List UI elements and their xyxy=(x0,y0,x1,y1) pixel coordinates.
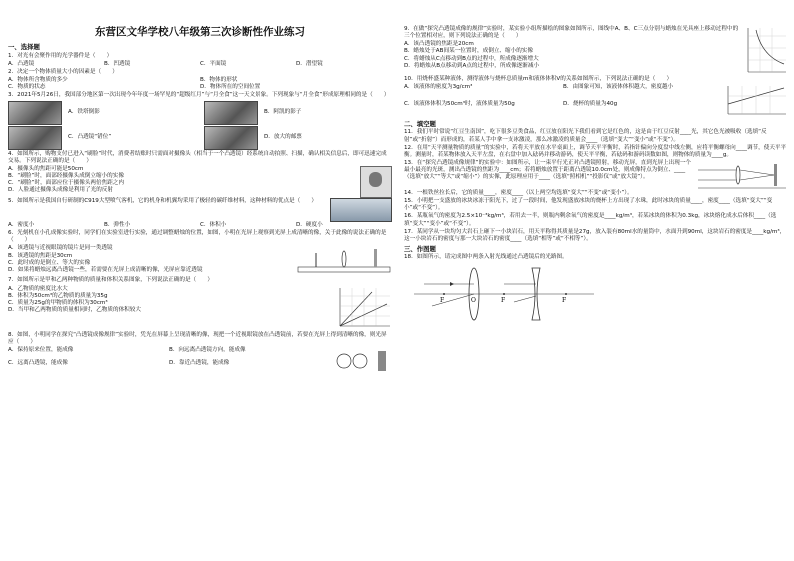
question-10-block xyxy=(404,84,788,118)
section-heading: 一、选择题 xyxy=(8,43,40,52)
option: A．物体所含物质的多少 xyxy=(8,77,68,84)
option: C．凸透镜“错位” xyxy=(68,133,112,140)
option: C．该液体体积为50cm³时，液体质量为50g xyxy=(404,100,515,107)
option: C．体积小 xyxy=(200,221,227,228)
option: A．该透镜与近视眼镜的镜片是同一类透镜 xyxy=(8,245,113,252)
question-8-block xyxy=(8,347,392,375)
focal-point-label: F xyxy=(501,297,506,305)
option: D．靠近凸透镜，能成像 xyxy=(169,360,230,367)
option: B．物体的形状 xyxy=(200,77,238,84)
option: A．保持原来位置，能成像 xyxy=(8,346,74,353)
option: D．人脸通过摄像头成像是利用了光的反射 xyxy=(8,187,113,194)
section-heading: 二、填空题 xyxy=(404,120,436,129)
mass-volume-graph xyxy=(332,286,392,332)
focal-length-figure xyxy=(696,160,788,190)
question-8: 8．如图，小明同学在探究“凸透镜成像规律”实验时，凭光在屏幕上呈现清晰的像，现把一个近视眼镜放在凸透镜前，若要在光屏上得到清晰的像，则光屏应（ ） xyxy=(8,331,387,345)
focal-point-label: F xyxy=(562,297,567,305)
question-1-options xyxy=(8,61,392,68)
photo-pen-in-water xyxy=(8,126,62,150)
option: C．远离凸透镜，能成像 xyxy=(8,360,68,367)
option: C．物质的状态 xyxy=(8,84,46,91)
question-9-block xyxy=(404,26,788,76)
question-2-options xyxy=(8,77,392,91)
question-5-block xyxy=(8,198,392,222)
photo-magnifier xyxy=(204,126,258,150)
option: B．由图象可知，该液体体积越大，密度越小 xyxy=(563,84,674,91)
question-6-block xyxy=(8,245,392,277)
option: A．铁塔倒影 xyxy=(68,108,100,115)
option: A．该凸透镜的焦距是20cm xyxy=(404,41,474,48)
question-4-block xyxy=(8,166,392,198)
option: C．“刷脸”时，面部应位于摄像头两倍焦距之内 xyxy=(8,180,124,187)
option: B．向远离凸透镜方向，能成像 xyxy=(169,346,246,353)
question-9: 9．在做“探究凸透镜成像的规律”实验时，某实验小组所描绘的图象如图所示，图线中A、B、C三点分别与蜡烛在光具座上移动过程中的三个位置相对应，则下列说法正确的是（ ） xyxy=(404,26,739,40)
question-12: 12．在用“天平测量物质的质量”的实验中，若将天平放在水平桌面上，调节天平平衡时，若指针偏向分度盘中线左侧，应将平衡螺母向____调节，使天平平衡。测量时，若某物体放入天平左盘，在右盘中加入砝码并移动游码，使天平平衡，若砝码和游码读数如图，则物体的质量为____g。 xyxy=(404,144,787,158)
question-4: 4．如图所示，购物支付已进入“刷脸”时代，消费者结账时只需面对摄像头（相当于一个凸透镜）经系统自动拍照、扫描，确认相关信息后，即可迅速完成交易。下列说法正确的是（ ） xyxy=(8,150,387,164)
option: B．阿凯的影子 xyxy=(264,108,302,115)
photo-c919-aircraft xyxy=(330,198,392,222)
option: D．如果将蜡烛远离凸透镜一些，若需要在光屏上成清晰的像，光屏应靠近透镜 xyxy=(8,266,203,273)
question-3: 3．2021年5月26日，我国部分地区第一次出现今年年度一场罕见的“超级红月”与“月全食”这一天文景象。下列现象与“月全食”形成原理相同的是（ ） xyxy=(8,92,390,99)
option: D．硬度小 xyxy=(296,221,323,228)
option: A．摄像头的焦距可能是50cm xyxy=(8,165,84,172)
question-17: 17．某同学从一块均匀大岩石上砸下一小块岩石，用天平称得其质量是27g，放入装有80ml水的量筒中，水面升到90ml，这块岩石的密度是____kg/m³，这一小块岩石的密度与那一大块岩石的密度____（选填“相等”或“不相等”）。 xyxy=(404,228,786,242)
section-heading: 三、作图题 xyxy=(404,245,436,254)
option: B．凹透镜 xyxy=(104,60,131,67)
option: D．烧杯的质量为40g xyxy=(563,100,618,107)
option: B．体积为50cm³的乙物质的质量为35g xyxy=(8,292,108,299)
question-5-options xyxy=(8,222,392,229)
optical-center-label: O xyxy=(471,297,476,305)
question-13: 13．在“探究凸透镜成像规律”的实验中：如图所示，让一束平行光正对凸透镜照射，移动光屏，直到光屏上出现一个最小最亮的光斑，测出凸透镜的焦距为____cm；若将蜡烛放置于距离凸透镜10.0cm处，则成像特点为倒立、____（选填“放大”“等大”或“缩小”）的实像，此原理应用于____（选填“照相机”“投影仪”或“放大镜”）。 xyxy=(404,159,692,181)
option: A．乙物质的密度比水大 xyxy=(8,285,68,292)
liquid-mass-volume-graph xyxy=(722,84,788,118)
option: C．平面镜 xyxy=(200,60,227,67)
optical-bench-figure xyxy=(296,245,392,277)
option: D．当甲和乙两物质的质量相同时，乙物质的体积较大 xyxy=(8,306,141,313)
question-6: 6．光刻机在小孔成像实验时，同学们在实验室进行实验，通过调整蜡烛的位置，如图，小明在光屏上观察到光屏上成清晰的像，关于此像的说法正确的是（ ） xyxy=(8,230,387,244)
page-title: 东营区文华学校八年级第三次诊断性作业练习 xyxy=(95,26,305,38)
option: B．弹性小 xyxy=(104,221,131,228)
option: C．质量为25g的甲物质的体积为30cm³ xyxy=(8,299,108,306)
question-10: 10．用烧杯盛某种液体，测得液体与烧杯总质量m和液体体积V的关系如图所示，下列说法正确的是（ ） xyxy=(404,76,673,82)
option: A．密度小 xyxy=(8,221,35,228)
option: A．该液体的密度为3g/cm³ xyxy=(404,84,473,91)
question-15: 15．小明把一支盛放的冰块冰冻于阳光下，过了一段时间，他发现盛放冰块的烧杯上方出现了水珠，此时冰块的质量____，密度____（选填“变大”“变小”或“不变”）。 xyxy=(404,198,773,212)
photo-shadow xyxy=(204,101,258,125)
question-7-block xyxy=(8,286,392,332)
face-icon xyxy=(369,172,382,187)
question-7: 7．如图所示是甲和乙两种物质的质量和体积关系图象，下列说法正确的是（ ） xyxy=(8,277,213,284)
option: B．蜡烛处于AB间某一位置时，成倒立、缩小的实像 xyxy=(404,48,533,55)
eyeglasses-lens-figure xyxy=(330,347,392,375)
option: D．潜望镜 xyxy=(296,60,323,67)
question-1: 1．对光有会聚作用的光学器件是（ ） xyxy=(8,52,113,59)
image-distance-graph xyxy=(742,26,788,76)
option: D．物体所在的空间位置 xyxy=(200,84,261,91)
left-column xyxy=(8,0,392,375)
focal-point-label: F xyxy=(440,297,445,305)
question-11: 11．我们平时常说“红豆生南国”，吃下很多豆类食品，红豆放在阳光下我们看到它是红色的，这是由于红豆反射____光，其它色光被吸收（选填“反射”或“折射”）而形成的，若某人手中拿一支冰激凌，那么冰激凌的质量会____（选填“变大”“变小”或“不变”）。 xyxy=(404,129,767,143)
right-column xyxy=(404,0,788,330)
option: B．“刷脸”时，面部经摄像头成倒立缩小的实像 xyxy=(8,173,124,180)
photo-tower-reflection xyxy=(8,101,62,125)
question-14: 14．一根铁丝拉长后，它的质量____，密度____（以上两空均选填“变大”“不变”或“变小”）。 xyxy=(404,189,633,196)
option: D．放大的邮票 xyxy=(264,133,302,140)
question-2: 2．决定一个物体质量大小的因素是（ ） xyxy=(8,68,118,75)
option: B．该透镜的焦距是30cm xyxy=(8,252,73,259)
question-13-block xyxy=(404,160,788,190)
option: C．此时成的是倒立、等大的实像 xyxy=(8,259,91,266)
question-16: 16．某瓶氧气的密度为2.5×10⁻³kg/m³，若用去一半，则瓶内剩余氧气的密度是____kg/m³，若某冰块的体积为0.3kg，冰块熔化成水后体积____（选填“变大”“变小”或“不变”）。 xyxy=(404,213,777,227)
question-3-figures-row-1 xyxy=(8,101,392,125)
option: D．将蜡烛从B点移动到A点的过程中，所成像逐渐减小 xyxy=(404,62,540,69)
option: A．凸透镜 xyxy=(8,60,35,67)
question-18: 18．如图所示，请完成图中两条入射光线通过凸透镜后的光路图。 xyxy=(404,254,568,261)
question-5: 5．如图所示是我国自行研制的C919大型喷气客机，它的机身和机翼均采用了极轻的碳纤维材料，这种材料的优点是（ ） xyxy=(8,197,318,204)
option: C．将蜡烛从C点移动到B点的过程中，所成像逐渐增大 xyxy=(404,55,539,62)
lens-ray-diagram xyxy=(404,262,604,326)
face-scanner-figure xyxy=(360,166,392,198)
question-3-figures-row-2 xyxy=(8,126,392,150)
